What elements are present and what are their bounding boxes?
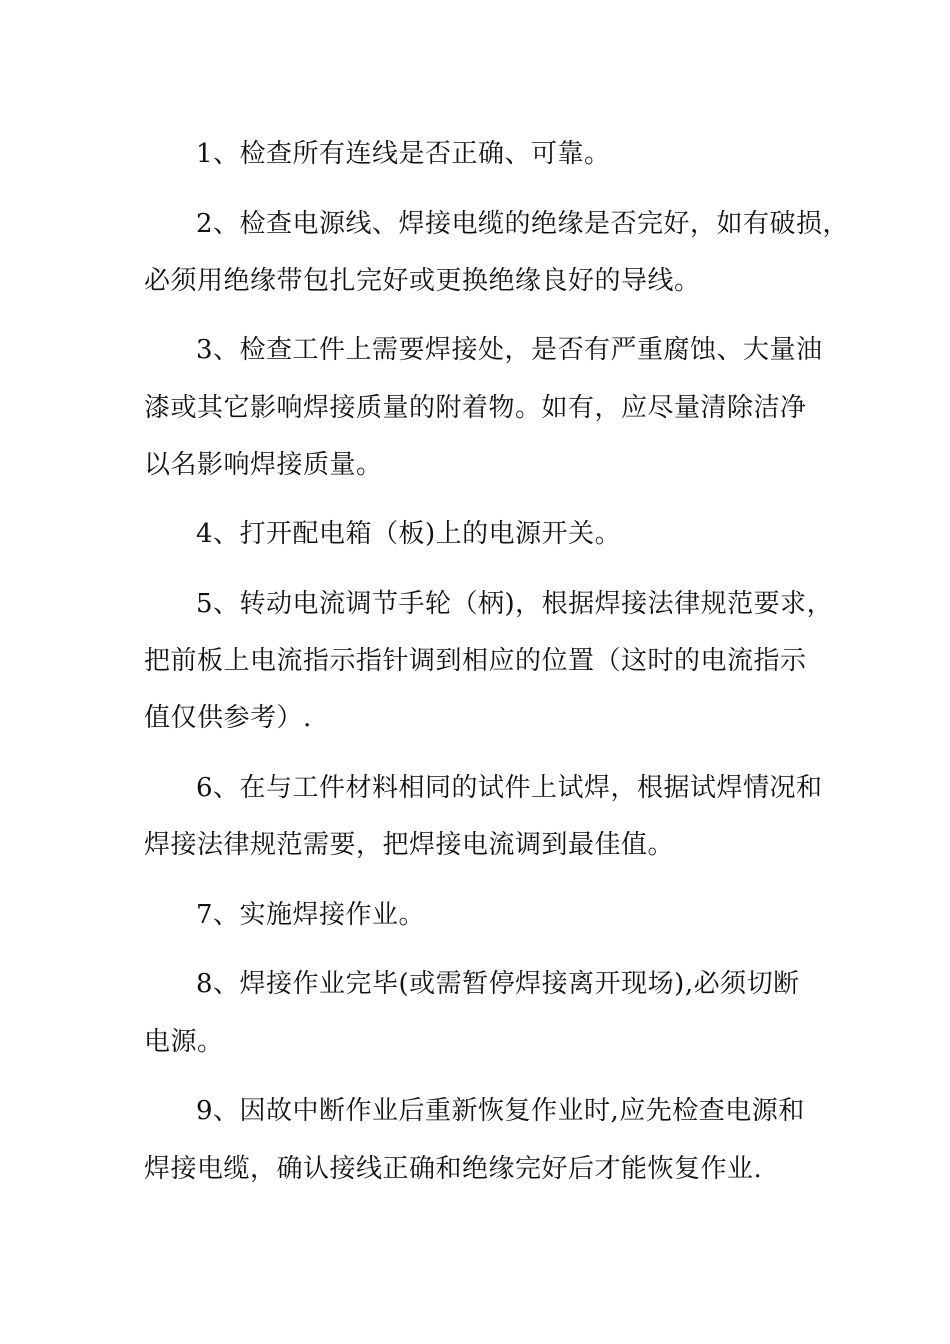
paragraph-7-line-1: 7、实施焊接作业。 xyxy=(196,900,426,930)
paragraph-4-line-1: 4、打开配电箱（板)上的电源开关。 xyxy=(196,519,622,549)
paragraph-5-line-3: 值仅供参考）. xyxy=(144,703,312,733)
paragraph-2-line-1: 2、检查电源线、焊接电缆的绝缘是否完好，如有破损， xyxy=(196,209,850,239)
paragraph-9-line-1: 9、因故中断作业后重新恢复作业时,应先检查电源和 xyxy=(196,1096,805,1126)
paragraph-8-line-1: 8、焊接作业完毕(或需暂停焊接离开现场),必须切断 xyxy=(196,969,800,999)
paragraph-3-line-3: 以名影响焊接质量。 xyxy=(144,450,383,480)
paragraph-5-line-2: 把前板上电流指示指针调到相应的位置（这时的电流指示 xyxy=(144,646,807,676)
paragraph-3-line-2: 漆或其它影响焊接质量的附着物。如有，应尽量清除洁净 xyxy=(144,393,807,423)
paragraph-5-line-1: 5、转动电流调节手轮（柄)，根据焊接法律规范要求， xyxy=(196,589,834,619)
paragraph-6-line-1: 6、在与工件材料相同的试件上试焊，根据试焊情况和 xyxy=(196,773,823,803)
paragraph-9-line-2: 焊接电缆，确认接线正确和绝缘完好后才能恢复作业. xyxy=(144,1154,763,1184)
paragraph-3-line-1: 3、检查工件上需要焊接处，是否有严重腐蚀、大量油 xyxy=(196,335,823,365)
paragraph-8-line-2: 电源。 xyxy=(144,1027,224,1057)
paragraph-2-line-2: 必须用绝缘带包扎完好或更换绝缘良好的导线。 xyxy=(144,266,701,296)
paragraph-6-line-2: 焊接法律规范需要，把焊接电流调到最佳值。 xyxy=(144,830,675,860)
paragraph-1-line-1: 1、检查所有连线是否正确、可靠。 xyxy=(196,139,611,169)
